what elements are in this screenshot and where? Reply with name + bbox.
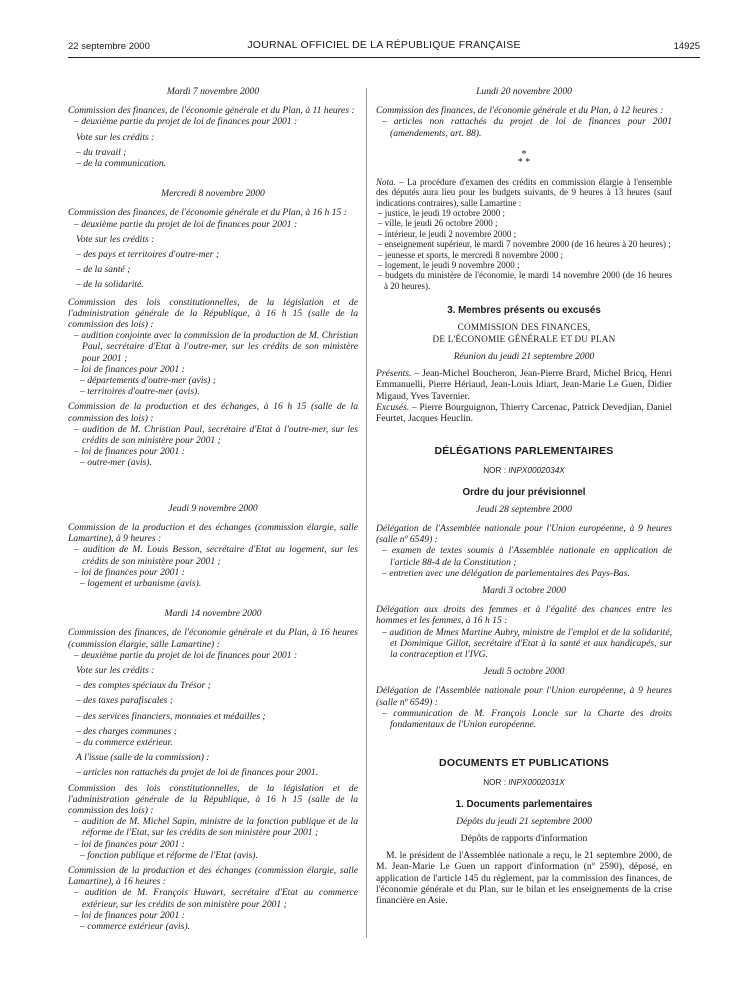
header-date: 22 septembre 2000 — [68, 41, 150, 52]
sub-item: – de la communication. — [76, 158, 167, 170]
agenda-item: – deuxième partie du projet de loi de finances pour 2001 : — [74, 649, 298, 661]
day-heading: Mardi 7 novembre 2000 — [166, 86, 260, 97]
day-block-20-nov — [376, 86, 672, 139]
sub-item: – fonction publique et réforme de l'Etat (avis). — [80, 849, 258, 861]
nota-item: – justice, le jeudi 19 octobre 2000 ; — [378, 208, 505, 219]
commission-entry: Commission des lois constitutionnelles, de la législation et de l'administration générale de la République, à 16 h 15 (salle de la commission des lois) : — [68, 782, 358, 816]
agenda-item: – entretien avec une délégation de parlementaires des Pays-Bas. — [382, 567, 630, 579]
delegation-entry: Délégation de l'Assemblée nationale pour l'Union européenne, à 9 heures (salle nº 6549) : — [376, 685, 672, 708]
sub-item: – des pays et territoires d'outre-mer ; — [76, 249, 220, 261]
day-heading: Mardi 3 octobre 2000 — [482, 584, 566, 596]
day-block-8-nov — [68, 188, 358, 468]
nota-item: – budgets du ministère de l'économie, le mardi 14 novembre 2000 (de 16 heures à 20 heures). — [378, 270, 672, 291]
nor-label: NOR : — [483, 466, 509, 476]
agenda-item: – audition de M. Louis Besson, secrétaire d'Etat au logement, sur les crédits de son ministère pour 2001 ; — [74, 544, 358, 567]
sub-item: – logement et urbanisme (avis). — [80, 577, 202, 589]
agenda-item: – audition de M. Christian Paul, secrétaire d'Etat à l'outre-mer, sur les crédits de son ministère pour 2001 ; — [74, 423, 358, 447]
star-top: * — [521, 148, 527, 160]
agenda-item: – audition de M. Michel Sapin, ministre de la fonction publique et de la réforme de l'Etat, sur les crédits de son ministère pour 2001 ; — [74, 816, 358, 839]
commission-entry: Commission des finances, de l'économie générale et du Plan, à 16 heures (commission élargie, salle Lamartine) : — [68, 627, 358, 650]
sub-item: – outre-mer (avis). — [80, 457, 152, 469]
commission-entry: Commission de la production et des échanges, à 16 h 15 (salle de la commission des lois) : — [68, 401, 358, 424]
nota-block — [376, 177, 672, 291]
nota-item: – jeunesse et sports, le mercredi 8 novembre 2000 ; — [378, 249, 563, 260]
agenda-item: – articles non rattachés du projet de loi de finances pour 2001. — [76, 767, 319, 779]
present-members — [376, 368, 672, 402]
page-number: 14925 — [673, 41, 700, 52]
sub-item: – de la santé ; — [76, 264, 131, 276]
documents-section — [376, 758, 672, 906]
day-heading: Jeudi 9 novembre 2000 — [168, 502, 258, 514]
agenda-item: – articles non rattachés du projet de loi de finances pour 2001 (amendements, art. 88). — [382, 116, 672, 139]
nota-item: – intérieur, le jeudi 2 novembre 2000 ; — [378, 228, 517, 239]
nota-intro — [376, 177, 672, 208]
agenda-item: – audition conjointe avec la commission de la production de M. Christian Paul, secrétaire d'Etat à l'outre-mer, sur les crédits de son ministère pour 2001 ; — [74, 330, 358, 364]
meeting-date: Réunion du jeudi 21 septembre 2000 — [453, 350, 595, 362]
agenda-item: – deuxième partie du projet de loi de finances pour 2001 : — [74, 116, 298, 128]
nota-label: Nota. — [376, 176, 396, 187]
issue-label: A l'issue (salle de la commission) : — [76, 752, 210, 764]
nor-code: INPX0002034X — [508, 466, 565, 476]
vote-label: Vote sur les crédits : — [76, 664, 155, 676]
sub-item: – départements d'outre-mer (avis) ; — [80, 375, 216, 387]
commission-name-line1: COMMISSION DES FINANCES, — [457, 322, 591, 333]
agenda-item: – examen de textes soumis à l'Assemblée nationale en application de l'article 88-4 de la Constitution ; — [382, 545, 672, 568]
sub-item: – des comptes spéciaux du Trésor ; — [76, 680, 211, 692]
excused-members — [376, 402, 672, 424]
day-heading: Mercredi 8 novembre 2000 — [161, 188, 265, 200]
commission-entry: Commission de la production et des échanges (commission élargie, salle Lamartine), à 9 heures : — [68, 521, 358, 545]
nota-item: – enseignement supérieur, le mardi 7 novembre 2000 (de 16 heures à 20 heures) ; — [378, 239, 671, 250]
agenda-item: – communication de M. François Loncle sur la Charte des droits fondamentaux de l'Union européenne. — [382, 707, 672, 730]
day-block-9-nov — [68, 503, 358, 589]
day-block-14-nov — [68, 608, 358, 932]
agenda-item: – loi de finances pour 2001 : — [74, 566, 185, 578]
excused-label: Excusés. — [376, 401, 410, 413]
nota-item: – logement, le jeudi 9 novembre 2000 ; — [378, 260, 520, 271]
rapports-heading: Dépôts de rapports d'information — [460, 832, 588, 844]
sub-item: – du travail ; — [76, 146, 127, 158]
delegation-entry: Délégation de l'Assemblée nationale pour l'Union européenne, à 9 heures (salle nº 6549) : — [376, 522, 672, 546]
nor-label: NOR : — [483, 778, 509, 788]
section-stars — [376, 148, 672, 168]
day-heading: Lundi 20 novembre 2000 — [476, 86, 572, 97]
present-label: Présents. — [376, 368, 412, 380]
journal-title: JOURNAL OFFICIEL DE LA RÉPUBLIQUE FRANÇAISE — [247, 39, 521, 51]
nor-reference — [376, 777, 672, 788]
star-bottom: * * — [517, 156, 531, 168]
agenda-item: – audition de Mmes Martine Aubry, ministre de l'emploi et de la solidarité, et Dominique Gillot, secrétaire d'Etat à la santé et aux handicapés, sur la contraception et l'IVG. — [382, 626, 672, 660]
sub-item: – commerce extérieur (avis). — [80, 920, 190, 932]
day-heading: Jeudi 28 septembre 2000 — [476, 503, 572, 515]
sub-item: – du commerce extérieur. — [76, 736, 173, 748]
commission-entry: Commission des lois constitutionnelles, de la législation et de l'administration générale de la République, à 16 h 15 (salle de la commission des lois) : — [68, 296, 358, 331]
sub-item: – des services financiers, monnaies et médailles ; — [76, 710, 266, 722]
agenda-item: – audition de M. François Huwart, secrétaire d'Etat au commerce extérieur, sur les crédits de son ministère pour 2001 ; — [74, 887, 358, 910]
depots-date: Dépôts du jeudi 21 septembre 2000 — [456, 815, 592, 827]
delegation-entry: Délégation aux droits des femmes et à l'égalité des chances entre les hommes et les femmes, à 16 h 15 : — [376, 604, 672, 627]
sub-item: – des charges communes ; — [76, 725, 177, 737]
documents-title: DOCUMENTS ET PUBLICATIONS — [439, 757, 609, 770]
vote-label: Vote sur les crédits : — [76, 131, 155, 143]
excused-list: – Pierre Bourguignon, Thierry Carcenac, Patrick Devedjian, Daniel Feurtet, Jacques Heuclin. — [376, 401, 672, 424]
nor-reference — [376, 465, 672, 476]
day-block-7-nov — [68, 86, 358, 169]
day-heading: Jeudi 5 octobre 2000 — [483, 666, 565, 678]
right-column — [376, 86, 672, 906]
agenda-item: – loi de finances pour 2001 : — [74, 446, 185, 458]
present-list: – Jean-Michel Boucheron, Jean-Pierre Brard, Michel Bricq, Henri Emmanuelli, Pierre Hériaud, Jean-Louis Idiart, Jean-Marie Le Guen, Didier Migaud, Yves Tavernier. — [376, 368, 672, 402]
header-rule — [68, 57, 700, 58]
column-divider — [366, 88, 367, 938]
nor-code: INPX0002031X — [508, 778, 565, 788]
documents-subtitle: 1. Documents parlementaires — [455, 798, 593, 810]
members-section — [376, 305, 672, 424]
day-heading: Mardi 14 novembre 2000 — [164, 608, 262, 620]
delegations-section — [376, 446, 672, 730]
members-title: 3. Membres présents ou excusés — [447, 305, 601, 317]
agenda-item: – loi de finances pour 2001 : — [74, 363, 185, 375]
commission-entry: Commission des finances, de l'économie générale et du Plan, à 16 h 15 : — [68, 207, 347, 219]
nota-text: – La procédure d'examen des crédits en commission élargie à l'ensemble des députés aura lieu pour les budgets suivants, de 9 heures à 13 heures (sauf indications contraires), salle Lamartine : — [376, 176, 672, 208]
rapport-text: M. le président de l'Assemblée nationale a reçu, le 21 septembre 2000, de M. Jean-Marie Le Guen un rapport d'information (nº 2590), déposé, en application de l'article 145 du règlement, par la commission des finances, de l'économie générale et du Plan, sur le bilan et les enseignements de la crise financière en Asie. — [376, 850, 672, 906]
delegations-title: DÉLÉGATIONS PARLEMENTAIRES — [434, 445, 614, 458]
agenda-item: – loi de finances pour 2001 : — [74, 838, 185, 850]
page-header — [68, 38, 700, 54]
sub-item: – de la solidarité. — [76, 279, 144, 291]
agenda-item: – deuxième partie du projet de loi de finances pour 2001 : — [74, 218, 298, 230]
commission-entry: Commission des finances, de l'économie générale et du Plan, à 11 heures : — [68, 105, 355, 117]
ordre-title: Ordre du jour prévisionnel — [462, 486, 586, 498]
commission-entry: Commission de la production et des échanges (commission élargie, salle Lamartine), à 16 heures : — [68, 864, 358, 888]
sub-item: – territoires d'outre-mer (avis). — [80, 386, 200, 398]
agenda-item: – loi de finances pour 2001 : — [74, 909, 185, 921]
commission-name-line2: DE L'ÉCONOMIE GÉNÉRALE ET DU PLAN — [432, 333, 616, 344]
nota-item: – ville, le jeudi 26 octobre 2000 ; — [378, 218, 498, 229]
vote-label: Vote sur les crédits : — [76, 233, 155, 245]
commission-entry: Commission des finances, de l'économie générale et du Plan, à 12 heures : — [376, 105, 664, 117]
left-column — [68, 86, 358, 951]
sub-item: – des taxes parafiscales ; — [76, 695, 173, 707]
